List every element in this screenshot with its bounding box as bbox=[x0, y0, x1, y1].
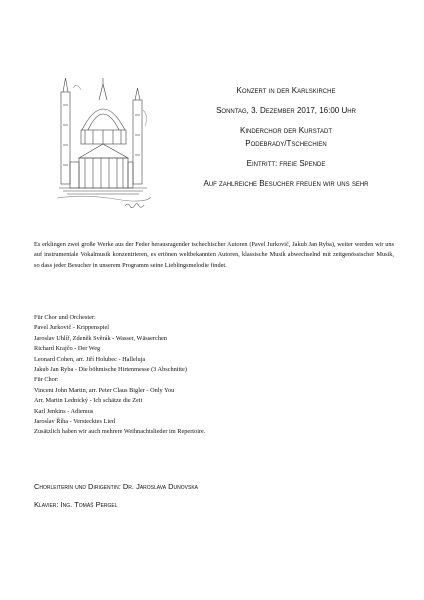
choir-origin: Podebrady/Tschechien bbox=[245, 139, 327, 148]
program-item: Pavel Jurkovič - Krippenspiel bbox=[34, 324, 110, 332]
program-list bbox=[34, 313, 394, 438]
choir-name: Kinderchor der Kurstadt bbox=[239, 126, 332, 135]
program-item: Jaroslav Říha - Verstecktes Lied bbox=[34, 418, 116, 426]
concert-date: Sonntag, 3. Dezember 2017, 16:00 Uhr bbox=[216, 106, 356, 115]
concert-title: Konzert in der Karlskirche bbox=[236, 86, 336, 95]
admission-info: Eintritt: freie Spende bbox=[246, 159, 326, 168]
program-item: Richard Krajčo - Der Weg bbox=[34, 345, 101, 353]
program-note: Zusätzlich haben wir auch mehrere Weihnachtslieder im Repertoire. bbox=[34, 428, 206, 436]
program-item: Arr. Martin Lednický - Ich schätze die Zeit bbox=[34, 397, 143, 405]
program-heading-choir-orchestra: Für Chor und Orchester: bbox=[34, 314, 96, 321]
intro-paragraph: Es erklingen zwei große Werke aus der Feder herausragender tschechischer Autoren (Pavel Jurkovič, Jakub Jan Ryba), weiter werden wir uns auf instrumentale Vokalmusik konzentrieren, es ertönen weltbekannten Autoren, klassische Musik abwechselnd mit zeitgenössischer Musik, so dass jeder Besucher in unserem Programm seine Lieblingsmelodie findet. bbox=[34, 241, 394, 269]
program-heading-choir: Für Chor: bbox=[34, 376, 59, 384]
program-item: Karl Jenkins - Adiemus bbox=[34, 407, 94, 415]
conductor-credit: Chorleiterin und Dirigentin: Dr. Jaroslava Dunovska bbox=[34, 482, 199, 491]
concert-header bbox=[155, 84, 417, 190]
welcome-line: Auf zahlreiche Besucher freuen wir uns sehr bbox=[203, 179, 369, 188]
piano-credit: Klavier: Ing. Tomáš Pergel bbox=[34, 500, 118, 509]
program-item: Leonard Cohen, arr. Jiří Holubec - Halleluja bbox=[34, 355, 146, 363]
program-item: Vincent John Martin, arr. Peter Claus Bigler - Only You bbox=[34, 386, 175, 394]
program-item: Jaroslav Uhlíř, Zdeněk Svěrák - Wasser, Wässerchen bbox=[34, 334, 167, 342]
program-item: Jakub Jan Ryba - Die böhmische Hirtenmesse (3 Abschnitte) bbox=[34, 366, 187, 374]
credits bbox=[34, 478, 394, 514]
karlskirche-sketch-image bbox=[55, 70, 155, 220]
